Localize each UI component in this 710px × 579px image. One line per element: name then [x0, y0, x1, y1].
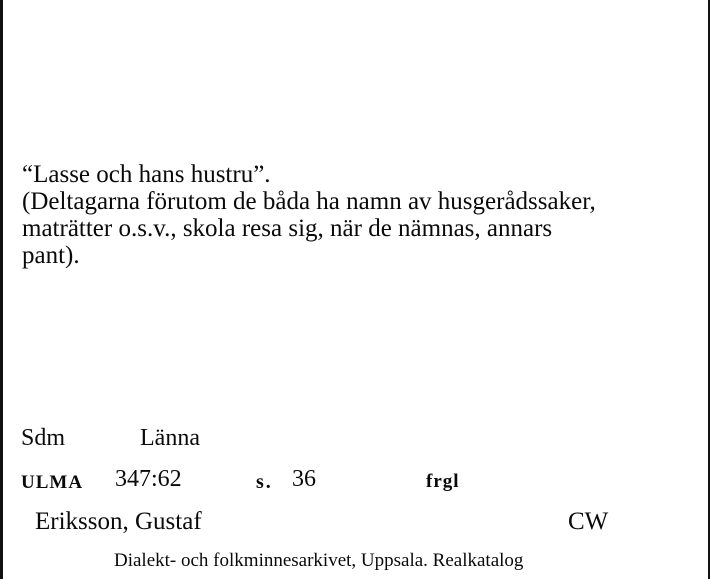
- body-line-4: pant).: [22, 242, 80, 269]
- archive-label: ULMA: [21, 472, 84, 493]
- body-line-3: maträtter o.s.v., skola resa sig, när de nämnas, annars: [22, 215, 553, 242]
- body-line-2: (Deltagarna förutom de båda ha namn av husgerådssaker,: [22, 188, 596, 215]
- body-line-1: “Lasse och hans hustru”.: [22, 161, 271, 188]
- card-left-edge: [0, 0, 3, 579]
- informant-name: Eriksson, Gustaf: [35, 508, 202, 535]
- page-label: s.: [256, 471, 273, 493]
- card-body-text: [22, 161, 692, 269]
- archive-footer: Dialekt- och folkminnesarkivet, Uppsala. Realkatalog: [114, 550, 524, 571]
- collector-initials: CW: [568, 508, 609, 535]
- location-region: Sdm: [21, 425, 66, 451]
- accession-number: 347:62: [115, 466, 182, 492]
- category-code: frgl: [426, 471, 460, 492]
- location-parish: Länna: [140, 425, 200, 451]
- page-number: 36: [292, 466, 316, 492]
